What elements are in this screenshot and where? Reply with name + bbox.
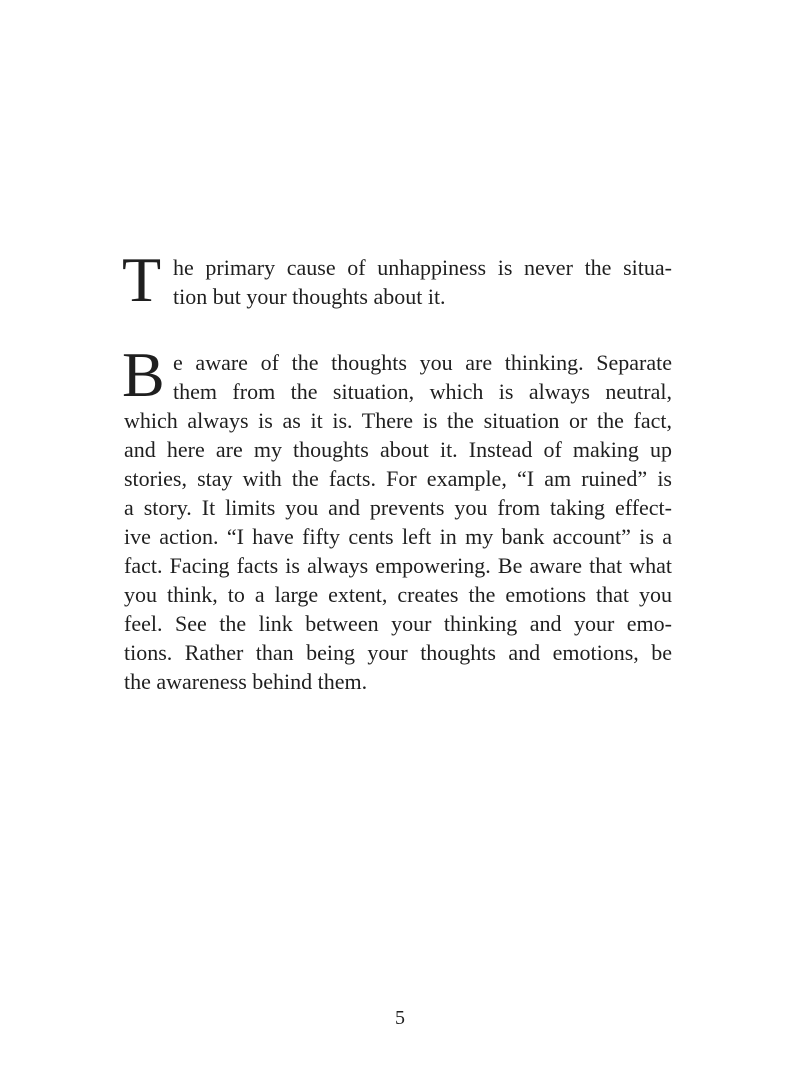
text-line: and here are my thoughts about it. Instead of making up — [124, 437, 672, 462]
text-line: the awareness behind them. — [124, 669, 368, 694]
text-line: feel. See the link between your thinking and your emo- — [124, 611, 672, 636]
text-line: e aware of the thoughts you are thinking. Separate — [173, 350, 672, 375]
text-line: which always is as it is. There is the situation or the fact, — [124, 408, 672, 433]
text-line: tions. Rather than being your thoughts and emotions, be — [124, 640, 672, 665]
text-line: stories, stay with the facts. For example, “I am ruined” is — [124, 466, 672, 491]
body-text — [122, 244, 672, 696]
text-line: fact. Facing facts is always empowering. Be aware that what — [124, 553, 672, 578]
page-number: 5 — [395, 1007, 405, 1029]
paragraph-2 — [122, 339, 672, 696]
paragraph-1 — [122, 244, 672, 315]
text-line: he primary cause of unhappiness is never the situa- — [173, 255, 672, 280]
text-line: you think, to a large extent, creates the emotions that you — [124, 582, 672, 607]
text-line: them from the situation, which is always neutral, — [173, 379, 672, 404]
text-line: a story. It limits you and prevents you from taking effect- — [124, 495, 672, 520]
drop-cap-2: B — [122, 339, 165, 410]
text-line: ive action. “I have fifty cents left in my bank account” is a — [124, 524, 672, 549]
drop-cap-1: T — [122, 244, 162, 315]
text-line: tion but your thoughts about it. — [173, 284, 446, 309]
